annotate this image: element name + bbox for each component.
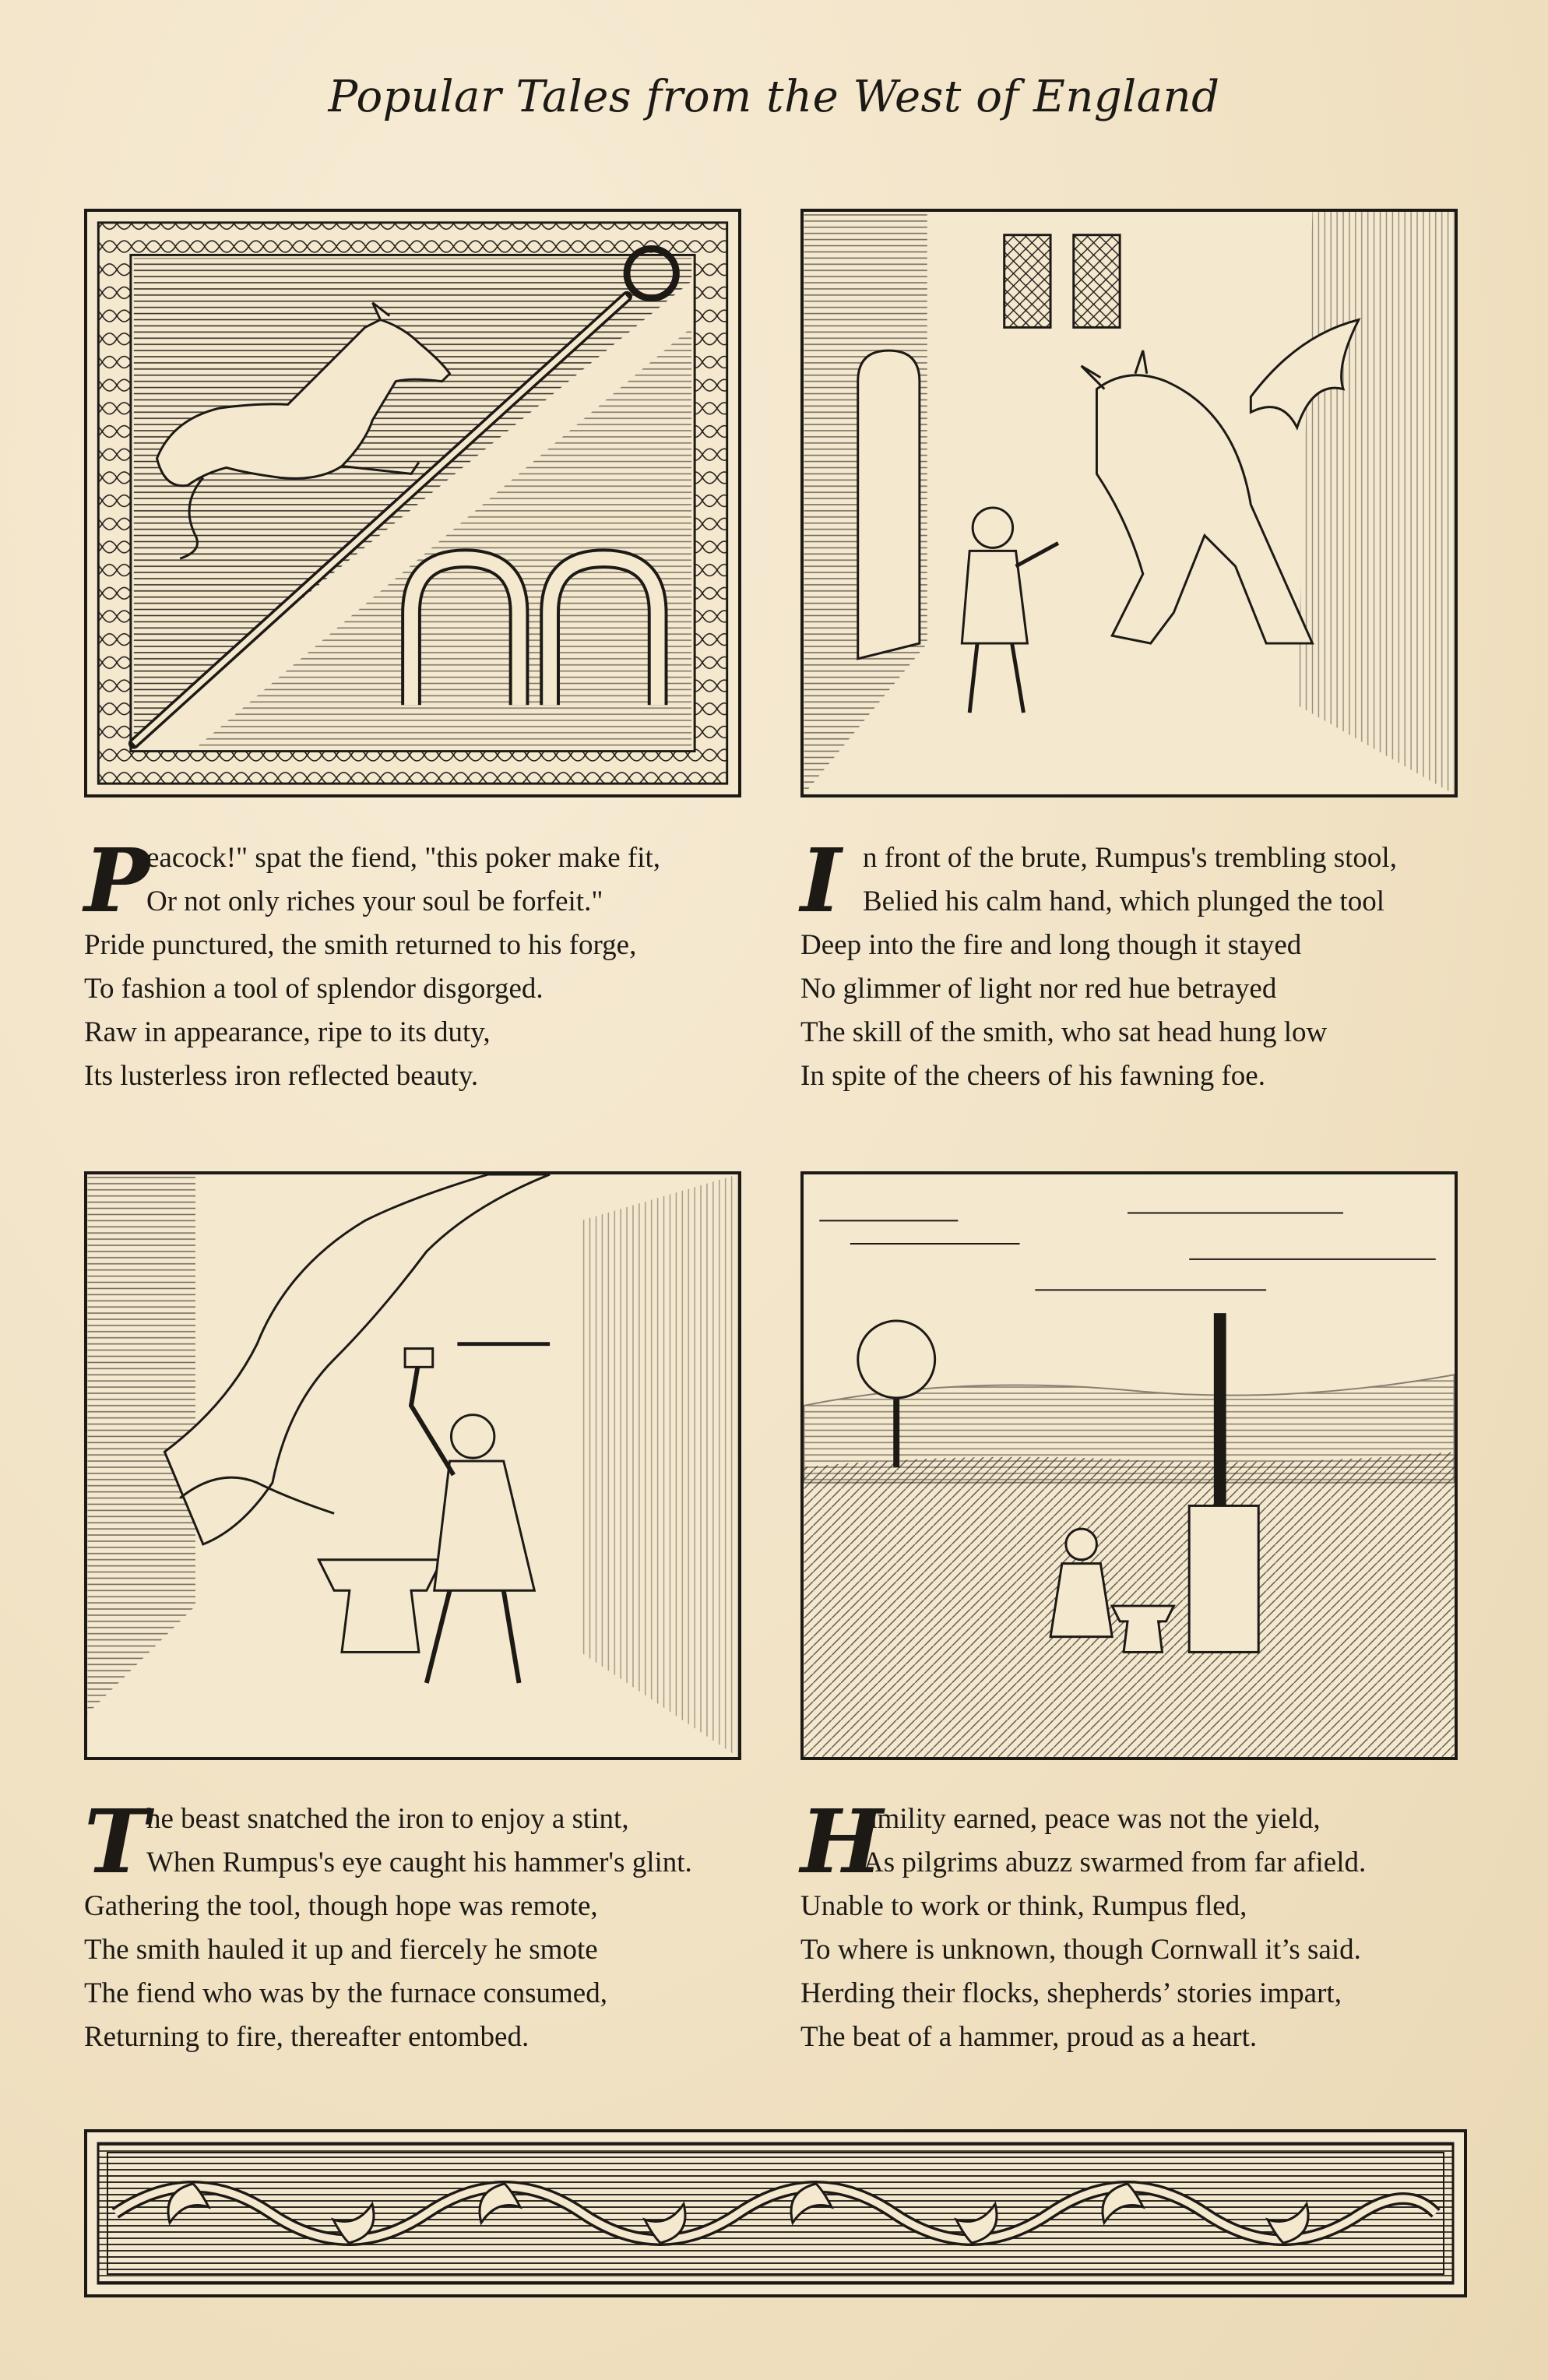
drop-cap: H — [800, 1791, 883, 1893]
stanza-line: Its lusterless iron reflected beauty. — [84, 1060, 479, 1092]
stanza-line: Returning to fire, thereafter entombed. — [84, 2021, 529, 2053]
panel-fiend-illustration — [804, 212, 1455, 794]
panel-strike-illustration — [87, 1174, 738, 1757]
stanza-1 — [84, 830, 769, 1098]
stanza-line: Unable to work or think, Rumpus fled, — [800, 1890, 1247, 1922]
drop-cap: P — [84, 830, 150, 932]
stanza-line: Pride punctured, the smith returned to his forge, — [84, 929, 637, 961]
stanza-line: The beat of a hammer, proud as a heart. — [800, 2021, 1258, 2053]
panel-fiend-watches-smith — [800, 209, 1458, 797]
stanza-line: No glimmer of light nor red hue betrayed — [800, 973, 1277, 1005]
stanza-line: To where is unknown, though Cornwall it’s said. — [800, 1934, 1361, 1966]
drop-cap: T — [84, 1791, 150, 1893]
stanza-line: Belied his calm hand, which plunged the tool — [863, 885, 1384, 917]
ornamental-border — [84, 2129, 1467, 2297]
stanza-3 — [84, 1791, 769, 2059]
stanza-line: Deep into the fire and long though it stayed — [800, 929, 1302, 961]
stanza-line: As pilgrims abuzz swarmed from far afield. — [863, 1847, 1367, 1878]
page-title: Popular Tales from the West of England — [328, 72, 1220, 122]
stanza-first-line-text: eacock!" spat the fiend, "this poker make fit, — [146, 842, 661, 874]
stanza-line: To fashion a tool of splendor disgorged. — [84, 973, 544, 1005]
scroll-ornament — [84, 2129, 1467, 2297]
panel-horse-poker-illustration — [87, 212, 738, 794]
stanza-line: Gathering the tool, though hope was remote, — [84, 1890, 598, 1922]
stanza-line: The fiend who was by the furnace consumed, — [84, 1977, 607, 2009]
stanza-line: Raw in appearance, ripe to its duty, — [84, 1016, 491, 1048]
panel-smith-strikes-fiend — [84, 1171, 741, 1760]
stanza-first-line-text: n front of the brute, Rumpus's trembling stool, — [863, 842, 1397, 874]
stanza-line: The smith hauled it up and fiercely he smote — [84, 1934, 598, 1966]
stanza-first-line-text: umility earned, peace was not the yield, — [863, 1803, 1321, 1835]
drop-cap: I — [800, 830, 842, 932]
panel-smith-at-hillside-forge — [800, 1171, 1458, 1760]
panel-landscape-illustration — [804, 1174, 1455, 1757]
stanza-line: When Rumpus's eye caught his hammer's glint. — [146, 1847, 692, 1878]
stanza-line: Or not only riches your soul be forfeit." — [146, 885, 603, 917]
stanza-line: In spite of the cheers of his fawning foe. — [800, 1060, 1265, 1092]
panel-horse-poker-horseshoes — [84, 209, 741, 797]
stanza-2 — [800, 830, 1486, 1098]
stanza-line: The skill of the smith, who sat head hung low — [800, 1016, 1328, 1048]
stanza-4 — [800, 1791, 1486, 2059]
stanza-first-line-text: he beast snatched the iron to enjoy a stint, — [146, 1803, 629, 1835]
stanza-line: Herding their flocks, shepherds’ stories impart, — [800, 1977, 1342, 2009]
